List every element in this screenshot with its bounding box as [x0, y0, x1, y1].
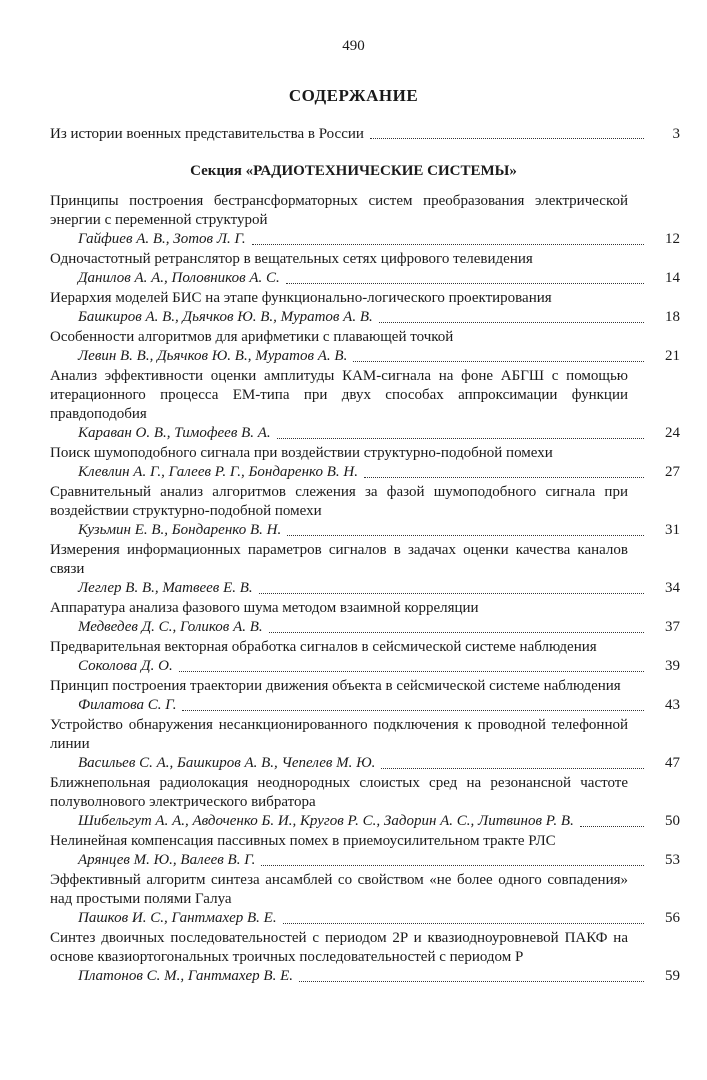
intro-page: 3: [672, 126, 680, 142]
entry-title: Сравнительный анализ алгоритмов слежения за фазой шумоподобного сигнала при воздействии структурно-подобной помехи: [50, 484, 628, 519]
dot-leader: [286, 283, 644, 284]
contents-entry: [50, 192, 680, 249]
entry-title: Измерения информационных параметров сигналов в задачах оценки качества каналов связи: [50, 542, 628, 577]
entry-page: 50: [665, 813, 680, 829]
contents-entry: [50, 774, 680, 831]
entry-title: Принцип построения траектории движения объекта в сейсмической системе наблюдения: [50, 678, 621, 694]
entry-authors-line: [50, 579, 680, 598]
entry-authors-line: [50, 812, 680, 831]
contents-list: [50, 192, 680, 987]
entry-authors: Гайфиев А. В., Зотов Л. Г.: [78, 231, 246, 247]
entry-authors-line: [50, 618, 680, 637]
entry-title: Аппаратура анализа фазового шума методом взаимной корреляции: [50, 600, 479, 616]
dot-leader: [182, 710, 644, 711]
entry-authors-line: [50, 269, 680, 288]
entry-title: Анализ эффективности оценки амплитуды КАМ-сигнала на фоне АБГШ с помощью итерационного процесса ЕМ-типа при двух способах аппроксимации функции правдоподобия: [50, 368, 628, 422]
entry-title: Поиск шумоподобного сигнала при воздействии структурно-подобной помехи: [50, 445, 553, 461]
entry-authors-line: [50, 463, 680, 482]
contents-entry: [50, 444, 680, 482]
entry-page: 59: [665, 968, 680, 984]
contents-entry: [50, 871, 680, 928]
dot-leader: [277, 438, 644, 439]
entry-title: Устройство обнаружения несанкционированного подключения к проводной телефонной линии: [50, 717, 628, 752]
dot-leader: [353, 361, 644, 362]
dot-leader: [370, 138, 644, 139]
entry-authors: Караван О. В., Тимофеев В. А.: [78, 425, 271, 441]
entry-title: Синтез двоичных последовательностей с периодом 2P и квазиодноуровневой ПАКФ на основе квазиортогональных троичных последовательностей с периодом P: [50, 930, 628, 965]
dot-leader: [252, 244, 644, 245]
entry-page: 56: [665, 910, 680, 926]
entry-page: 21: [665, 348, 680, 364]
entry-title: Предварительная векторная обработка сигналов в сейсмической системе наблюдения: [50, 639, 597, 655]
entry-page: 14: [665, 270, 680, 286]
entry-title: Эффективный алгоритм синтеза ансамблей со свойством «не более одного совпадения» над простыми полями Галуа: [50, 872, 628, 907]
entry-authors-line: [50, 967, 680, 986]
entry-title: Ближнепольная радиолокация неоднородных слоистых сред на резонансной частоте полуволнового электрического вибратора: [50, 775, 628, 810]
dot-leader: [259, 593, 644, 594]
entry-authors-line: [50, 424, 680, 443]
dot-leader: [580, 826, 644, 827]
contents-entry: [50, 677, 680, 715]
contents-entry: [50, 328, 680, 366]
contents-entry: [50, 289, 680, 327]
entry-page: 37: [665, 619, 680, 635]
entry-title: Нелинейная компенсация пассивных помех в приемоусилительном тракте РЛС: [50, 833, 556, 849]
dot-leader: [283, 923, 644, 924]
dot-leader: [379, 322, 644, 323]
entry-page: 18: [665, 309, 680, 325]
contents-entry: [50, 716, 680, 773]
entry-authors-line: [50, 851, 680, 870]
entry-authors: Филатова С. Г.: [78, 697, 177, 713]
contents-entry: [50, 599, 680, 637]
dot-leader: [261, 865, 644, 866]
section-title: Секция «РАДИОТЕХНИЧЕСКИЕ СИСТЕМЫ»: [190, 163, 517, 179]
entry-title: Принципы построения бестрансформаторных систем преобразования электрической энергии с переменной структурой: [50, 193, 628, 228]
entry-page: 39: [665, 658, 680, 674]
entry-authors: Клевлин А. Г., Галеев Р. Г., Бондаренко В. Н.: [78, 464, 358, 480]
entry-authors: Башкиров А. В., Дьячков Ю. В., Муратов А. В.: [78, 309, 373, 325]
entry-authors: Левин В. В., Дьячков Ю. В., Муратов А. В.: [78, 348, 348, 364]
dot-leader: [179, 671, 644, 672]
entry-authors: Соколова Д. О.: [78, 658, 173, 674]
dot-leader: [299, 981, 644, 982]
entry-authors-line: [50, 308, 680, 327]
entry-page: 47: [665, 755, 680, 771]
entry-page: 24: [665, 425, 680, 441]
intro-title: Из истории военных представительства в России: [50, 126, 364, 142]
entry-page: 43: [665, 697, 680, 713]
entry-authors: Леглер В. В., Матвеев Е. В.: [78, 580, 253, 596]
entry-authors-line: [50, 657, 680, 676]
dot-leader: [269, 632, 644, 633]
intro-entry: [50, 126, 680, 143]
entry-authors: Шибельгут А. А., Авдоченко Б. И., Кругов Р. С., Задорин А. С., Литвинов Р. В.: [78, 813, 574, 829]
entry-authors: Васильев С. А., Башкиров А. В., Чепелев М. Ю.: [78, 755, 376, 771]
entry-authors: Кузьмин Е. В., Бондаренко В. Н.: [78, 522, 282, 538]
entry-authors: Платонов С. М., Гантмахер В. Е.: [78, 968, 293, 984]
entry-authors-line: [50, 347, 680, 366]
entry-page: 31: [665, 522, 680, 538]
contents-title: СОДЕРЖАНИЕ: [288, 86, 419, 105]
entry-authors-line: [50, 521, 680, 540]
entry-authors: Пашков И. С., Гантмахер В. Е.: [78, 910, 277, 926]
entry-authors-line: [50, 754, 680, 773]
dot-leader: [381, 768, 644, 769]
contents-entry: [50, 250, 680, 288]
dot-leader: [364, 477, 644, 478]
entry-title: Иерархия моделей БИС на этапе функционально-логического проектирования: [50, 290, 552, 306]
dot-leader: [287, 535, 644, 536]
entry-authors-line: [50, 230, 680, 249]
contents-entry: [50, 638, 680, 676]
entry-page: 12: [665, 231, 680, 247]
entry-page: 53: [665, 852, 680, 868]
contents-entry: [50, 832, 680, 870]
contents-entry: [50, 929, 680, 986]
entry-page: 27: [665, 464, 680, 480]
entry-title: Одночастотный ретранслятор в вещательных сетях цифрового телевидения: [50, 251, 533, 267]
page-number: 490: [342, 38, 365, 54]
entry-authors: Данилов А. А., Половников А. С.: [78, 270, 280, 286]
contents-entry: [50, 541, 680, 598]
entry-authors: Медведев Д. С., Голиков А. В.: [78, 619, 263, 635]
contents-entry: [50, 367, 680, 443]
entry-authors: Арянцев М. Ю., Валеев В. Г.: [78, 852, 256, 868]
entry-authors-line: [50, 909, 680, 928]
contents-entry: [50, 483, 680, 540]
entry-title: Особенности алгоритмов для арифметики с плавающей точкой: [50, 329, 454, 345]
entry-authors-line: [50, 696, 680, 715]
entry-page: 34: [665, 580, 680, 596]
